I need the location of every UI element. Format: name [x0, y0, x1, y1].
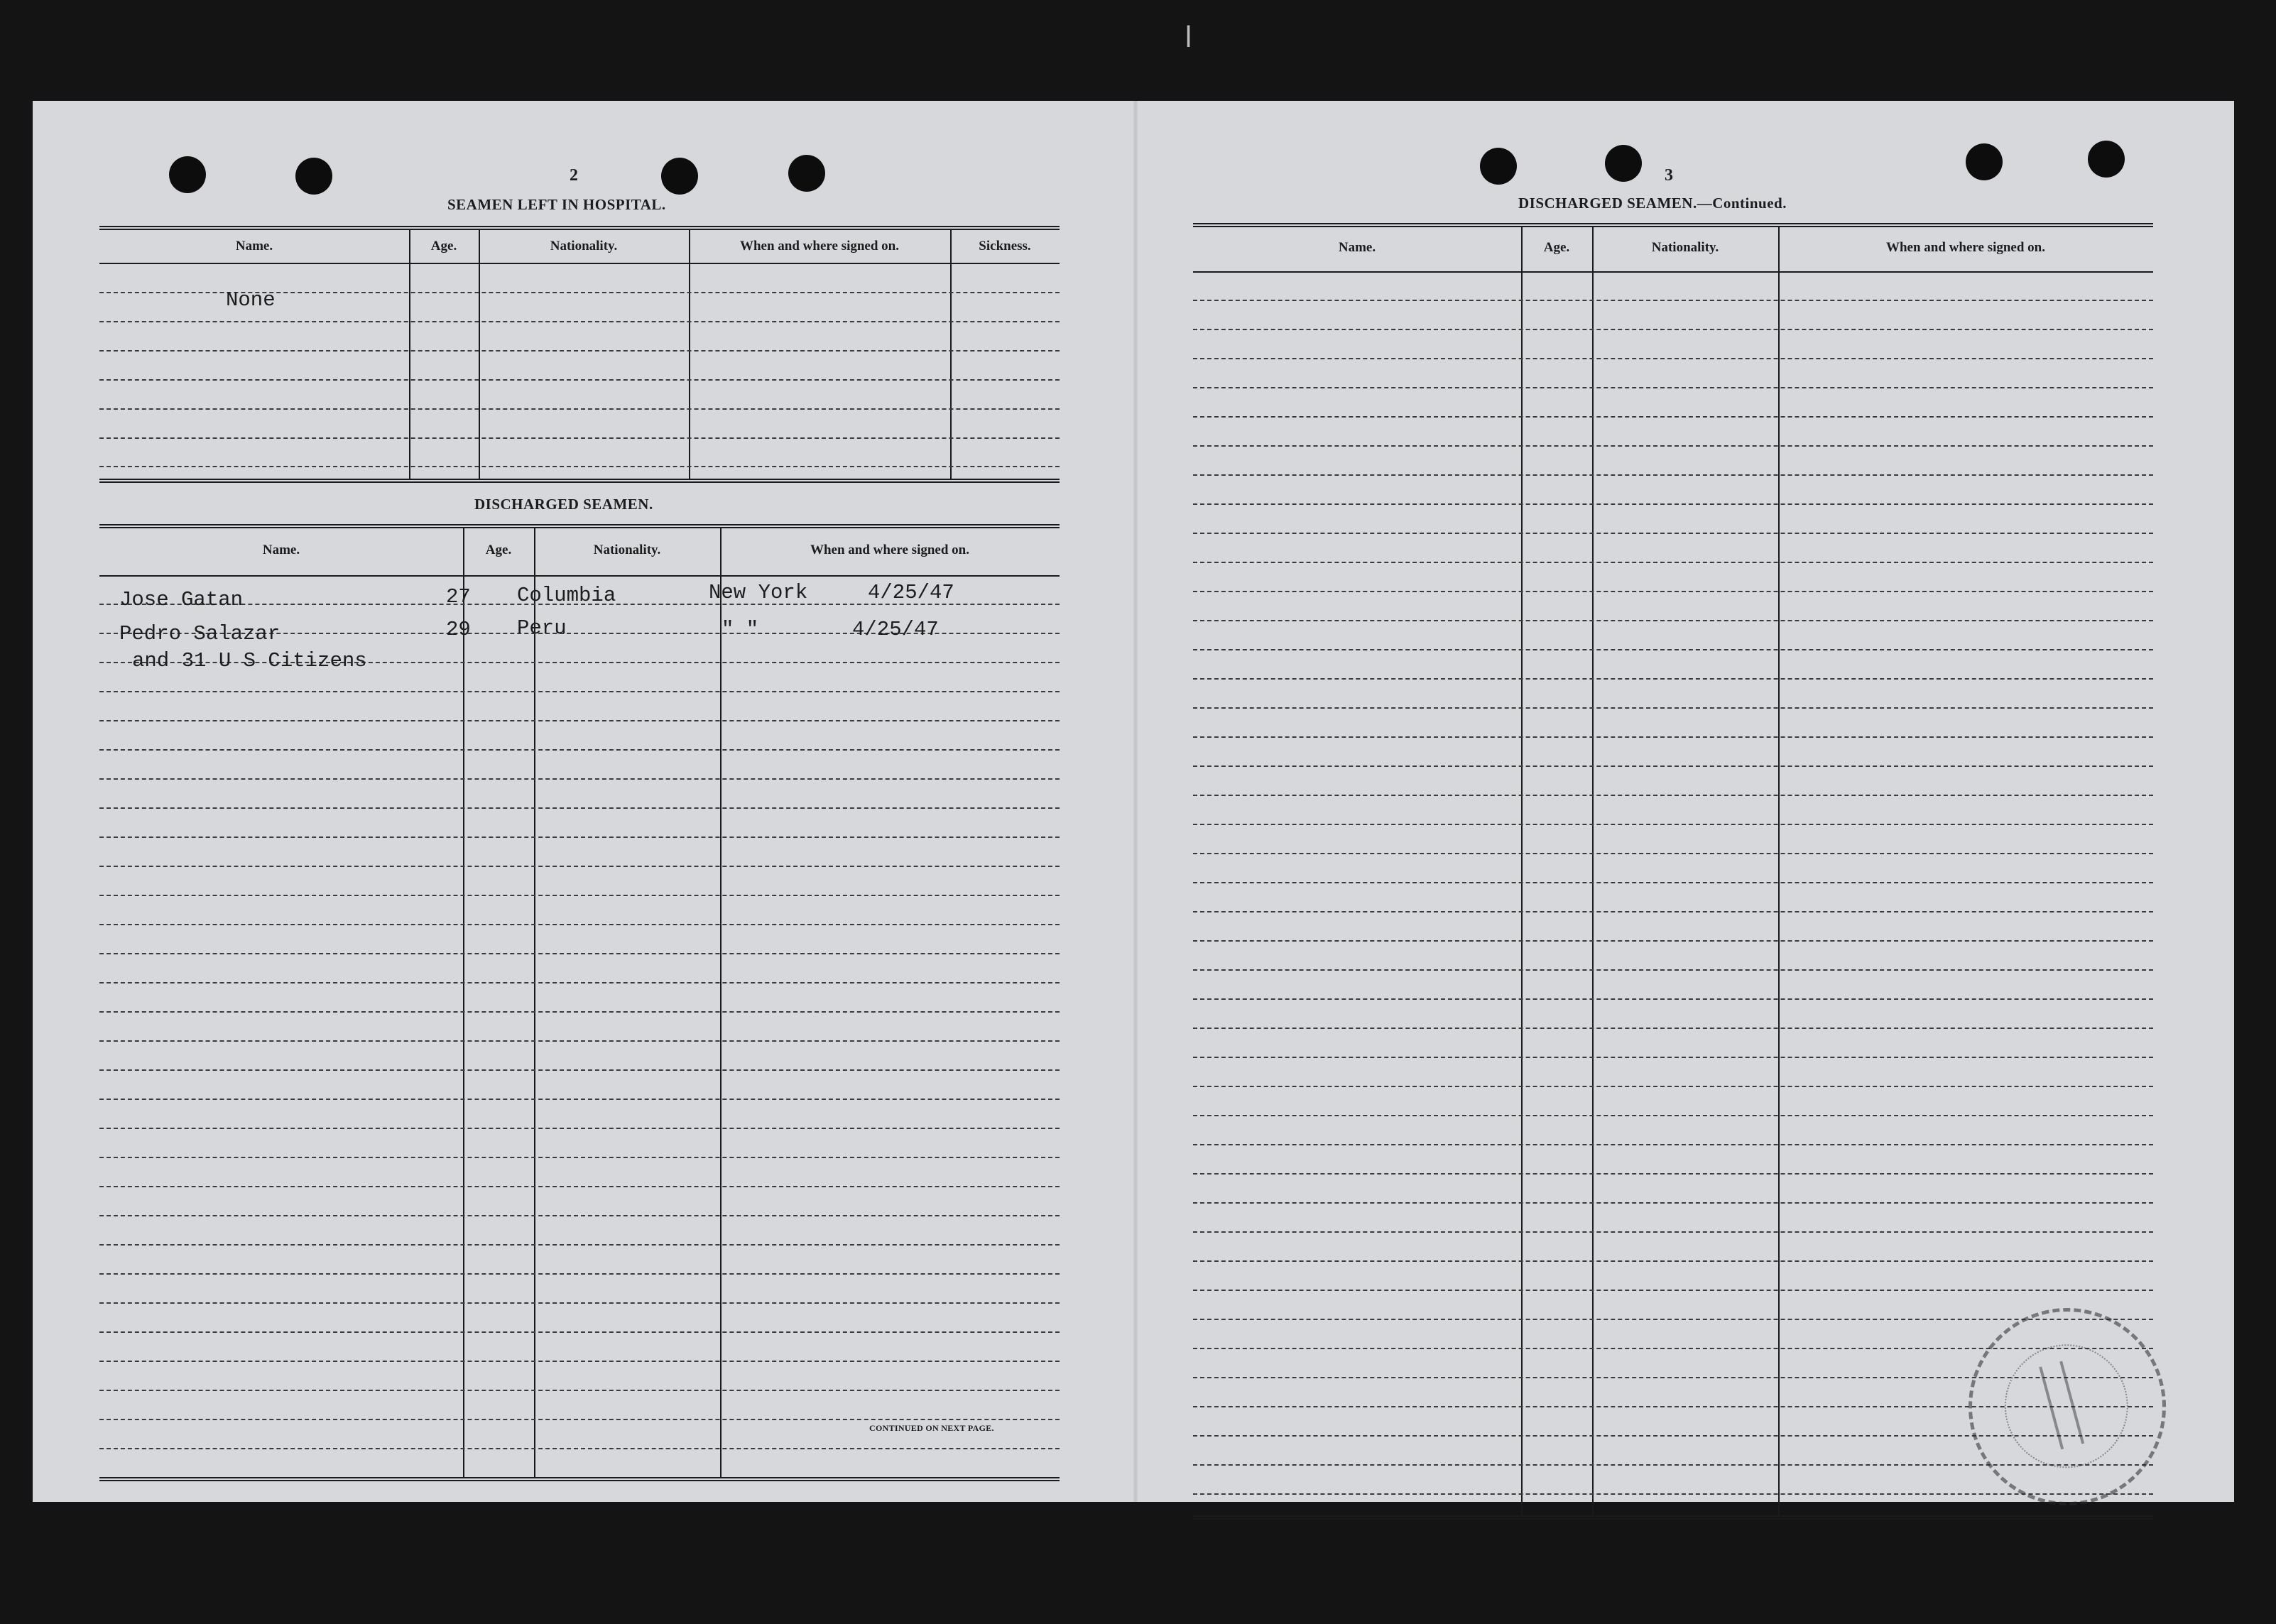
- ruled-line: [1193, 1231, 2153, 1233]
- ruled-line: [1193, 824, 2153, 825]
- col-header-nationality: Nationality.: [550, 239, 618, 254]
- ruled-line: [1193, 882, 2153, 883]
- ruled-line: [1193, 1319, 2153, 1320]
- ruled-line: [1193, 998, 2153, 1000]
- ruled-line: [1193, 533, 2153, 534]
- ruled-line: [1193, 765, 2153, 767]
- ruled-line: [1193, 853, 2153, 854]
- ruled-line: [1193, 620, 2153, 621]
- col-header-age: Age.: [485, 543, 512, 557]
- right-page-number: 3: [1665, 166, 1673, 185]
- ruled-line: [1193, 1290, 2153, 1291]
- ruled-line: [1193, 329, 2153, 330]
- col-header-nationality: Nationality.: [593, 543, 661, 557]
- col-header-name: Name.: [235, 239, 273, 254]
- margin-mark: ا: [1185, 21, 1193, 54]
- punch-hole: [1480, 148, 1517, 185]
- seaman-age: 27: [446, 585, 471, 609]
- ruled-line: [1193, 1086, 2153, 1087]
- hospital-entry: None: [226, 288, 276, 312]
- page-fold: [1133, 101, 1138, 1502]
- punch-hole: [788, 155, 825, 192]
- seaman-name: Jose Gatan: [119, 588, 244, 611]
- hospital-table: [99, 226, 1060, 485]
- ruled-line: [1193, 678, 2153, 680]
- signed-on-place: New York: [709, 581, 808, 604]
- col-header-nationality: Nationality.: [1651, 240, 1719, 255]
- punch-hole: [2088, 141, 2125, 178]
- punch-hole: [661, 158, 698, 195]
- punch-hole: [1605, 145, 1642, 182]
- ruled-line: [1193, 416, 2153, 418]
- ruled-line: [1193, 1144, 2153, 1145]
- hospital-section-title: SEAMEN LEFT IN HOSPITAL.: [447, 196, 666, 213]
- ruled-line: [1193, 649, 2153, 650]
- seaman-name: Pedro Salazar: [119, 622, 281, 645]
- ruled-line: [1193, 503, 2153, 505]
- ruled-line: [1193, 969, 2153, 971]
- col-header-signed-on: When and where signed on.: [1885, 240, 2045, 255]
- signed-on-date: 4/25/47: [868, 581, 954, 604]
- col-header-age: Age.: [430, 239, 457, 254]
- seaman-nationality: Columbia: [517, 584, 616, 607]
- col-header-age: Age.: [1543, 240, 1570, 255]
- ruled-line: [1193, 795, 2153, 796]
- ruled-line: [1193, 1202, 2153, 1204]
- ruled-line: [1193, 1057, 2153, 1058]
- seaman-nationality: Peru: [517, 616, 567, 640]
- col-header-sickness: Sickness.: [979, 239, 1031, 254]
- ruled-line: [1193, 387, 2153, 388]
- ruled-line: [1193, 1260, 2153, 1262]
- ruled-line: [1193, 300, 2153, 301]
- ruled-line: [1193, 445, 2153, 447]
- ruled-line: [1193, 911, 2153, 912]
- col-header-signed-on: When and where signed on.: [739, 239, 899, 254]
- signed-on-place: " ": [722, 618, 759, 641]
- ruled-line: [1193, 562, 2153, 563]
- ruled-line: [1193, 1028, 2153, 1029]
- continued-note: CONTINUED ON NEXT PAGE.: [869, 1423, 994, 1433]
- ruled-line: [1193, 1173, 2153, 1175]
- ruled-line: [1193, 1493, 2153, 1495]
- discharged-section-title: DISCHARGED SEAMEN.: [474, 496, 653, 513]
- seaman-age: 29: [446, 618, 471, 641]
- punch-hole: [1966, 143, 2003, 180]
- left-page-number: 2: [570, 166, 578, 185]
- signed-on-date: 4/25/47: [852, 618, 939, 641]
- ruled-line: [1193, 474, 2153, 476]
- col-header-name: Name.: [262, 543, 300, 557]
- ruled-line: [1193, 736, 2153, 738]
- ruled-line: [1193, 940, 2153, 942]
- col-header-name: Name.: [1338, 240, 1376, 255]
- ruled-line: [1193, 358, 2153, 359]
- document-sheet: [33, 101, 2234, 1502]
- ruled-line: [1193, 591, 2153, 592]
- col-header-signed-on: When and where signed on.: [810, 543, 969, 557]
- punch-hole: [169, 156, 206, 193]
- punch-hole: [295, 158, 332, 195]
- ruled-line: [1193, 707, 2153, 709]
- discharged-continued-title: DISCHARGED SEAMEN.—Continued.: [1518, 195, 1787, 212]
- ruled-line: [1193, 1115, 2153, 1116]
- citizens-note: and 31 U S Citizens: [132, 649, 367, 672]
